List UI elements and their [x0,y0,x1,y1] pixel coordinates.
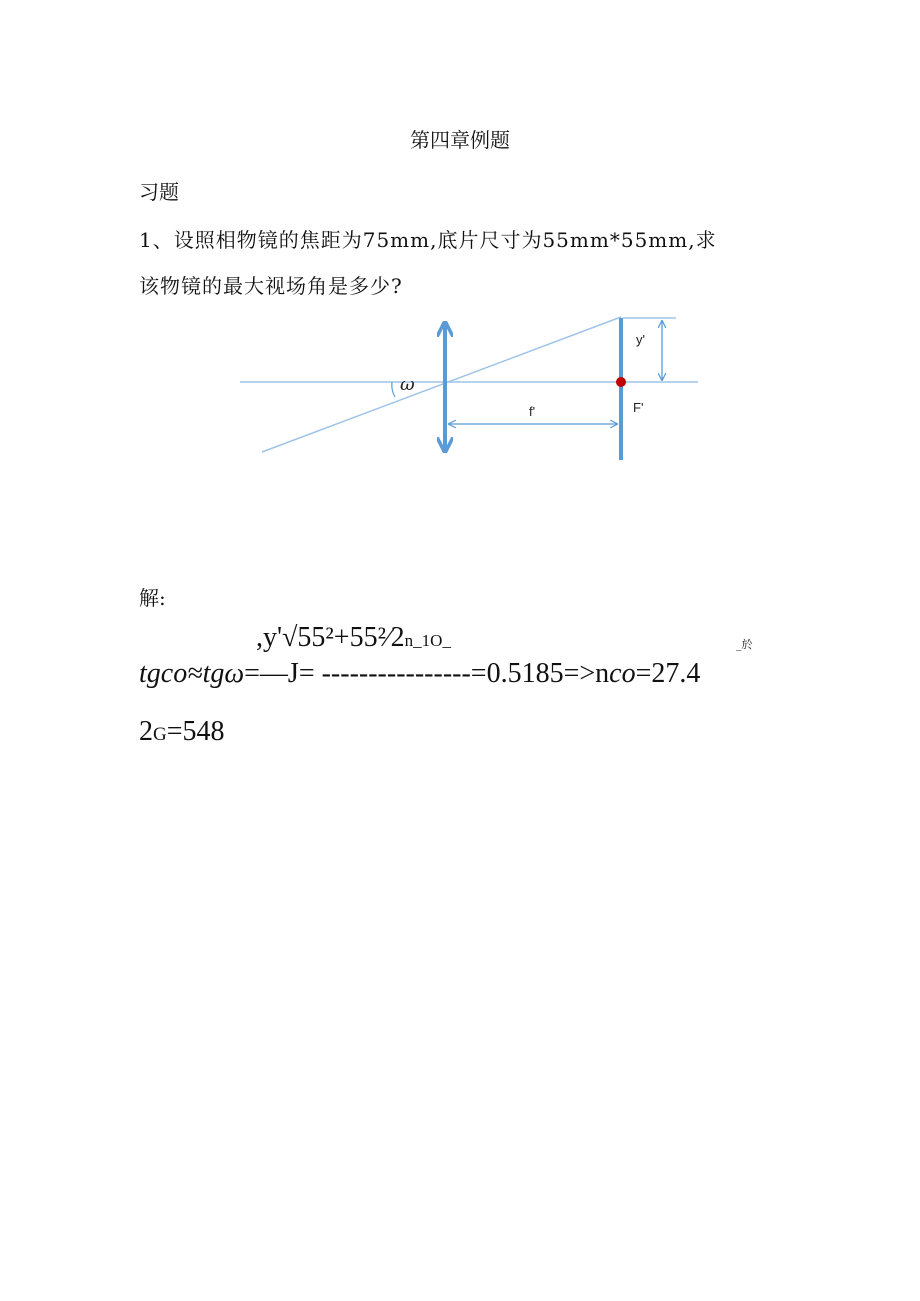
equation-main-value: =27.4 [635,658,701,689]
equation-result-a: 2 [139,716,153,747]
equation-numerator [256,622,451,654]
section-heading: 习题 [139,180,179,204]
page-title: 第四章例题 [410,128,510,152]
image-height-label: y' [636,332,645,347]
equation-result-b: G [153,724,167,745]
optics-diagram-svg [238,312,700,462]
equation-numerator-main: ,y'√55²+55²⁄2 [256,622,405,653]
focal-point-label: F' [633,400,644,415]
question-line-1: 1、设照相物镜的焦距为75mm,底片尺寸为55mm*55mm,求 [139,228,717,252]
optics-diagram [238,312,700,462]
equation-numerator-sub: n_1O_ [404,631,451,650]
solution-label: 解: [139,586,166,610]
angle-arc [392,382,395,397]
equation-result [139,716,225,748]
equation-small-mark: _於 [736,638,753,651]
equation-main-mid: =—J= ----------------=0.5185=>n [244,658,610,689]
focal-length-label: f' [529,404,536,419]
chief-ray [262,317,621,452]
question-line-2: 该物镜的最大视场角是多少? [139,274,403,298]
equation-main [139,658,700,690]
equation-main-co: co [609,658,636,689]
omega-label: ω [400,374,415,395]
equation-result-c: =548 [166,716,225,747]
equation-main-lhs: tgco≈tgω [139,658,245,689]
focal-point-dot [616,377,626,387]
